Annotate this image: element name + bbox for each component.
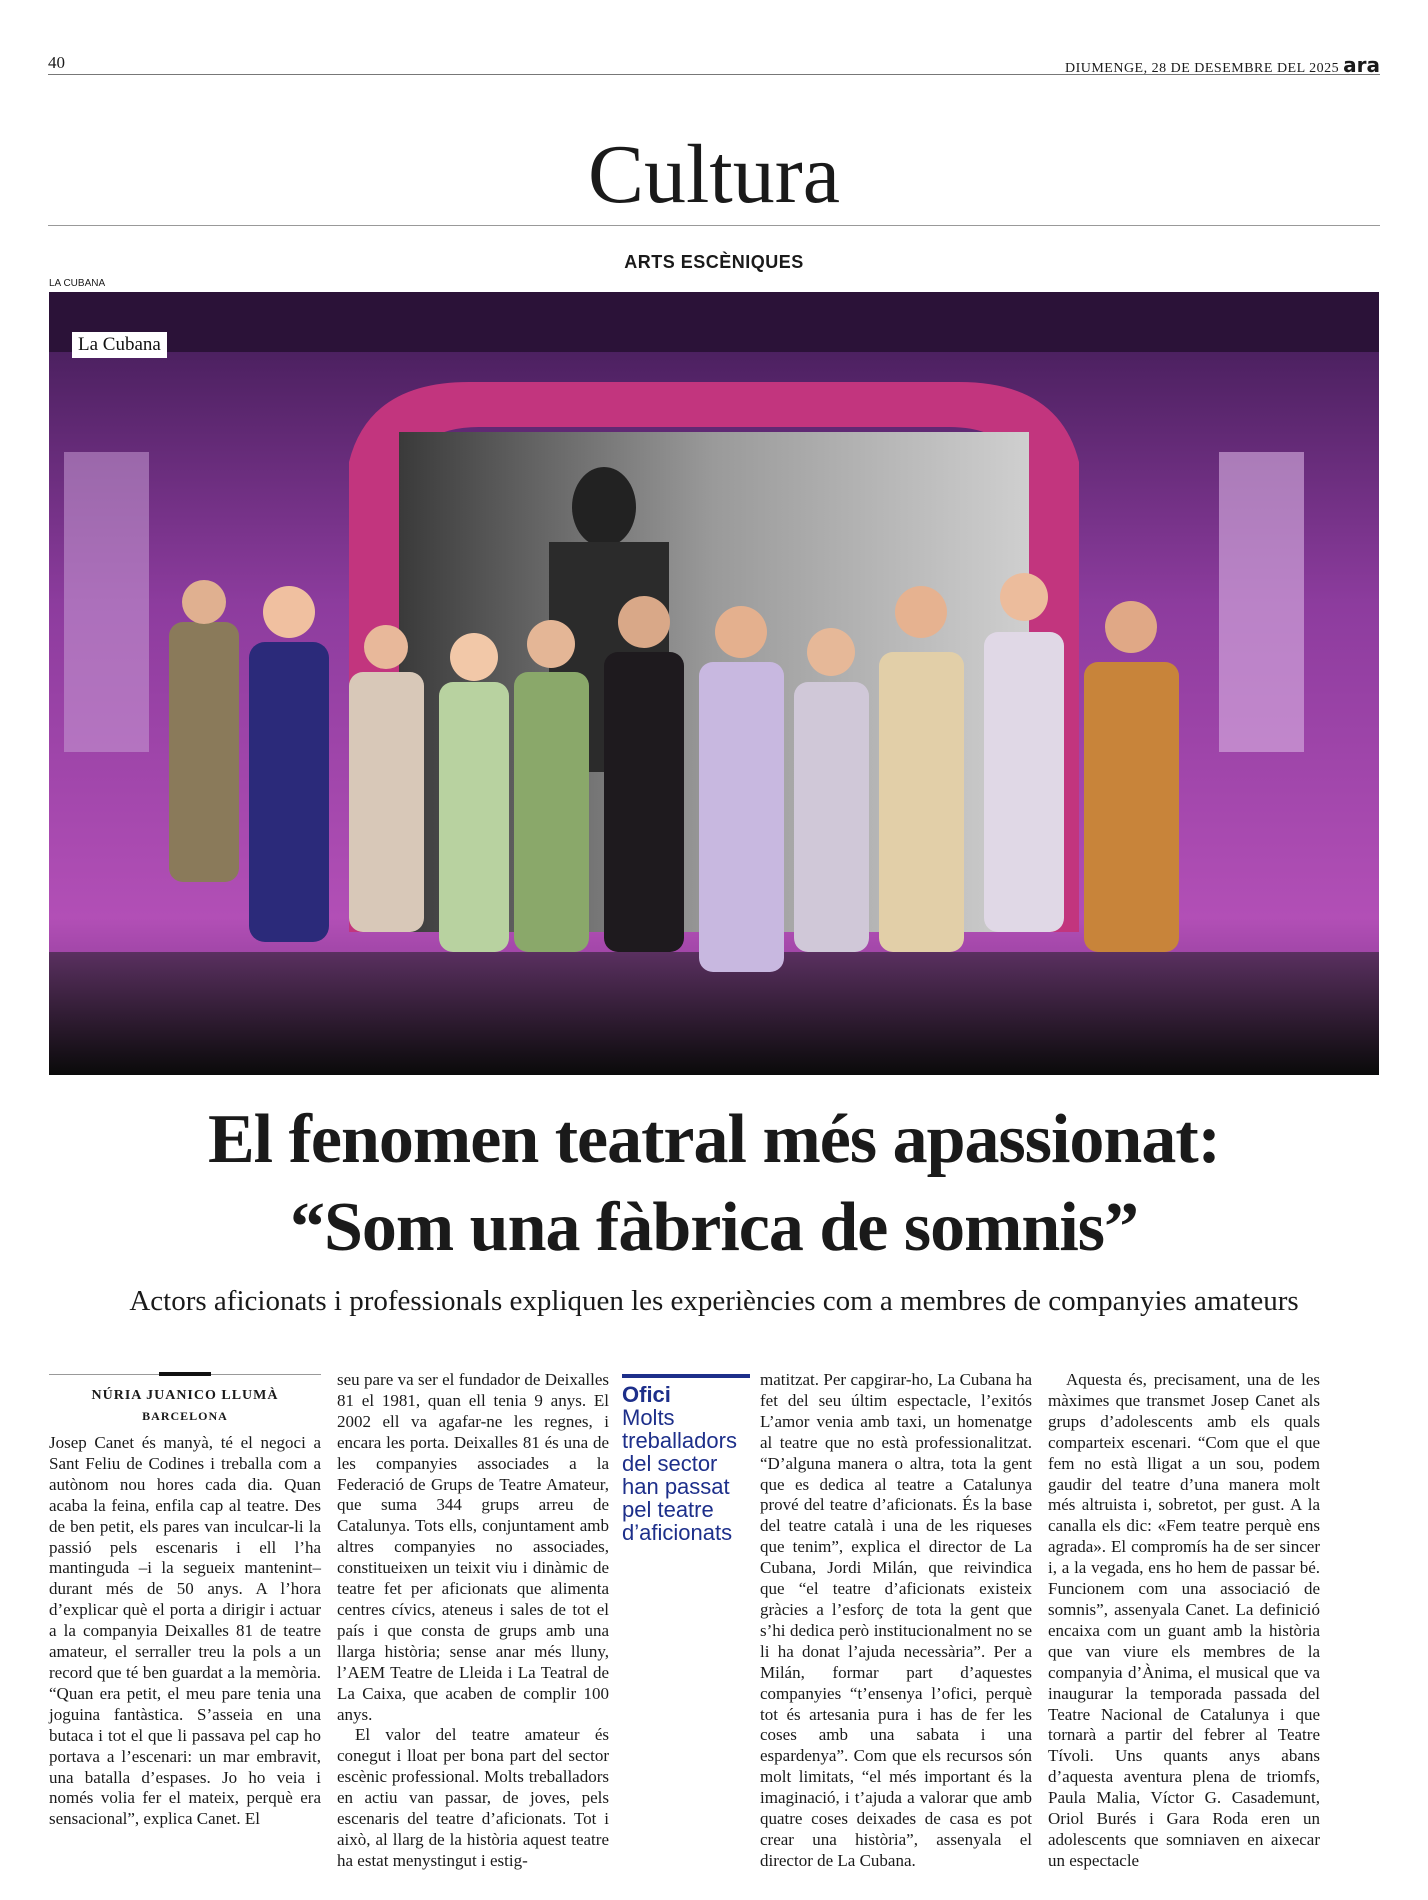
right-door — [1219, 452, 1304, 752]
stage-photo — [49, 292, 1379, 1075]
headline-line-1: El fenomen teatral més apassionat: — [207, 1101, 1220, 1178]
date-text: DIUMENGE, 28 DE DESEMBRE DEL 2025 — [1064, 61, 1340, 76]
paragraph: El valor del teatre amateur és conegut i lloat per bona part del sector escènic professional. Molts treballadors en actiu van passar, de joves, pels escenaris del teatre d’aficionats. Tot i això, al llarg de la història aquest teatre ha estat menystingut i estig- — [337, 1725, 609, 1870]
page-number: 40 — [48, 53, 65, 72]
fly-space — [49, 292, 1379, 352]
screen-figure-head — [572, 467, 636, 547]
pullquote — [622, 1383, 750, 1544]
byline — [49, 1386, 321, 1426]
article-column-4 — [1048, 1370, 1320, 1872]
paragraph: seu pare va ser el fundador de Deixalles 81 el 1981, quan ell tenia 9 anys. El 2002 ell va agafar-ne les regnes, i encara les porta. Deixalles 81 és una de les companyies associades a la Federació de Grups de Teatre Amateur, que suma 344 grups arreu de Catalunya. Tots ells, conjuntament amb altres companyies no associades, constitueixen un teixit viu i dinàmic de teatre fet per aficionats que alimenta centres cívics, ateneus i sales de tot el país i que consta de grups amb una llarga història; sense anar més lluny, l’AEM Teatre de Lleida i La Teatral de La Caixa, que acaben de complir 100 anys. — [337, 1370, 609, 1724]
section-title: Cultura — [588, 128, 840, 221]
byline-place: BARCELONA — [142, 1409, 228, 1423]
article-column-2 — [337, 1370, 609, 1872]
photo-credit: LA CUBANA — [49, 278, 106, 289]
left-door — [64, 452, 149, 752]
pullquote-rule — [622, 1374, 750, 1378]
paragraph: matitzat. Per capgirar-ho, La Cubana ha fet del seu últim espectacle, l’exitós L’amor venia amb taxi, un homenatge al teatre que no està professionalitzat. “D’alguna manera o altra, tota la gent que es dedica al teatre a Catalunya prové del teatre d’aficionats. És la base del teatre català i una de les riqueses que tenim”, explica el director de La Cubana, Jordi Milán, que reivindica que “el teatre d’aficionats existeix gràcies a l’esforç de tota la gent que s’hi dedica però institucionalment no se li ha donat l’ajuda necessària”. Per a Milán, formar part d’aquestes companyies “t’ensenya l’ofici, perquè tot és artesania pura i has de fer les coses amb una sabata i una espardenya”. Com que els recursos són molt limitats, “el més important és la imaginació, i t’ajuda a valorar que amb quatre coses deixades de casa es pot crear una història”, assenyala el director de La Cubana. — [760, 1370, 1032, 1870]
paragraph: Josep Canet és manyà, té el negoci a Sant Feliu de Codines i treballa com a autònom nou hores cada dia. Quan acaba la feina, enfila cap al teatre. Des de ben petit, els pares van inculcar-li la passió pels escenaris i ell l’ha mantinguda –i la segueix mantenint– durant més de 50 anys. A l’hora d’explicar què el porta a dirigir i actuar a la companyia Deixalles 81 de teatre amateur, el serraller treu la pols a un record que té ben guardat a la memòria. “Quan era petit, el meu pare tenia una joguina fantàstica. S’asseia en una butaca i tot el que li passava pel cap ho portava a l’escenari: un mar embravit, una batalla d’espases. Jo ho veia i només volia fer el mateix, perquè era sensacional”, explica Canet. El — [49, 1433, 321, 1829]
subheadline: Actors aficionats i professionals expliquen les experiències com a membres de companyies amateurs — [129, 1285, 1299, 1317]
kicker: ARTS ESCÈNIQUES — [624, 252, 804, 272]
article-column-1 — [49, 1433, 321, 1830]
byline-author: NÚRIA JUANICO LLUMÀ — [91, 1388, 279, 1403]
headline — [0, 1096, 1428, 1272]
headline-line-2: “Som una fàbrica de somnis” — [289, 1189, 1139, 1266]
paragraph: Aquesta és, precisament, una de les màximes que transmet Josep Canet als grups d’adolescents amb els quals comparteix escenari. “Com que el que fem no està lligat a un sou, podem gaudir del teatre d’una manera molt més altruista i, sobretot, per gust. A la canalla els dic: «Fem teatre perquè ens agrada». El compromís ha de ser sincer i, a la vegada, ens ho hem de passar bé. Funcionem com una associació de somnis”, assenyala Canet. La definició encaixa com un guant amb la història que van viure els membres de la companyia d’Ànima, el musical que va inaugurar la temporada passada del Teatre Nacional de Catalunya i que tornarà a partir del febrer al Teatre Tívoli. Uns quants anys abans d’aquesta aventura plena de triomfs, Paula Malia, Víctor G. Casademunt, Oriol Burés i Gara Roda eren un adolescents que somniaven en aixecar un espectacle — [1048, 1370, 1320, 1870]
section-rule — [48, 225, 1380, 226]
article-column-3 — [760, 1370, 1032, 1872]
byline-tick — [159, 1372, 211, 1376]
photo-tag: La Cubana — [72, 332, 167, 358]
pullquote-label: Ofici — [622, 1382, 671, 1407]
header-rule — [48, 74, 1380, 75]
pullquote-text: Molts treballadors del sector han passat pel teatre d’aficionats — [622, 1405, 737, 1545]
stage-illustration — [49, 292, 1379, 1075]
brand-logo: ara — [1343, 53, 1380, 77]
